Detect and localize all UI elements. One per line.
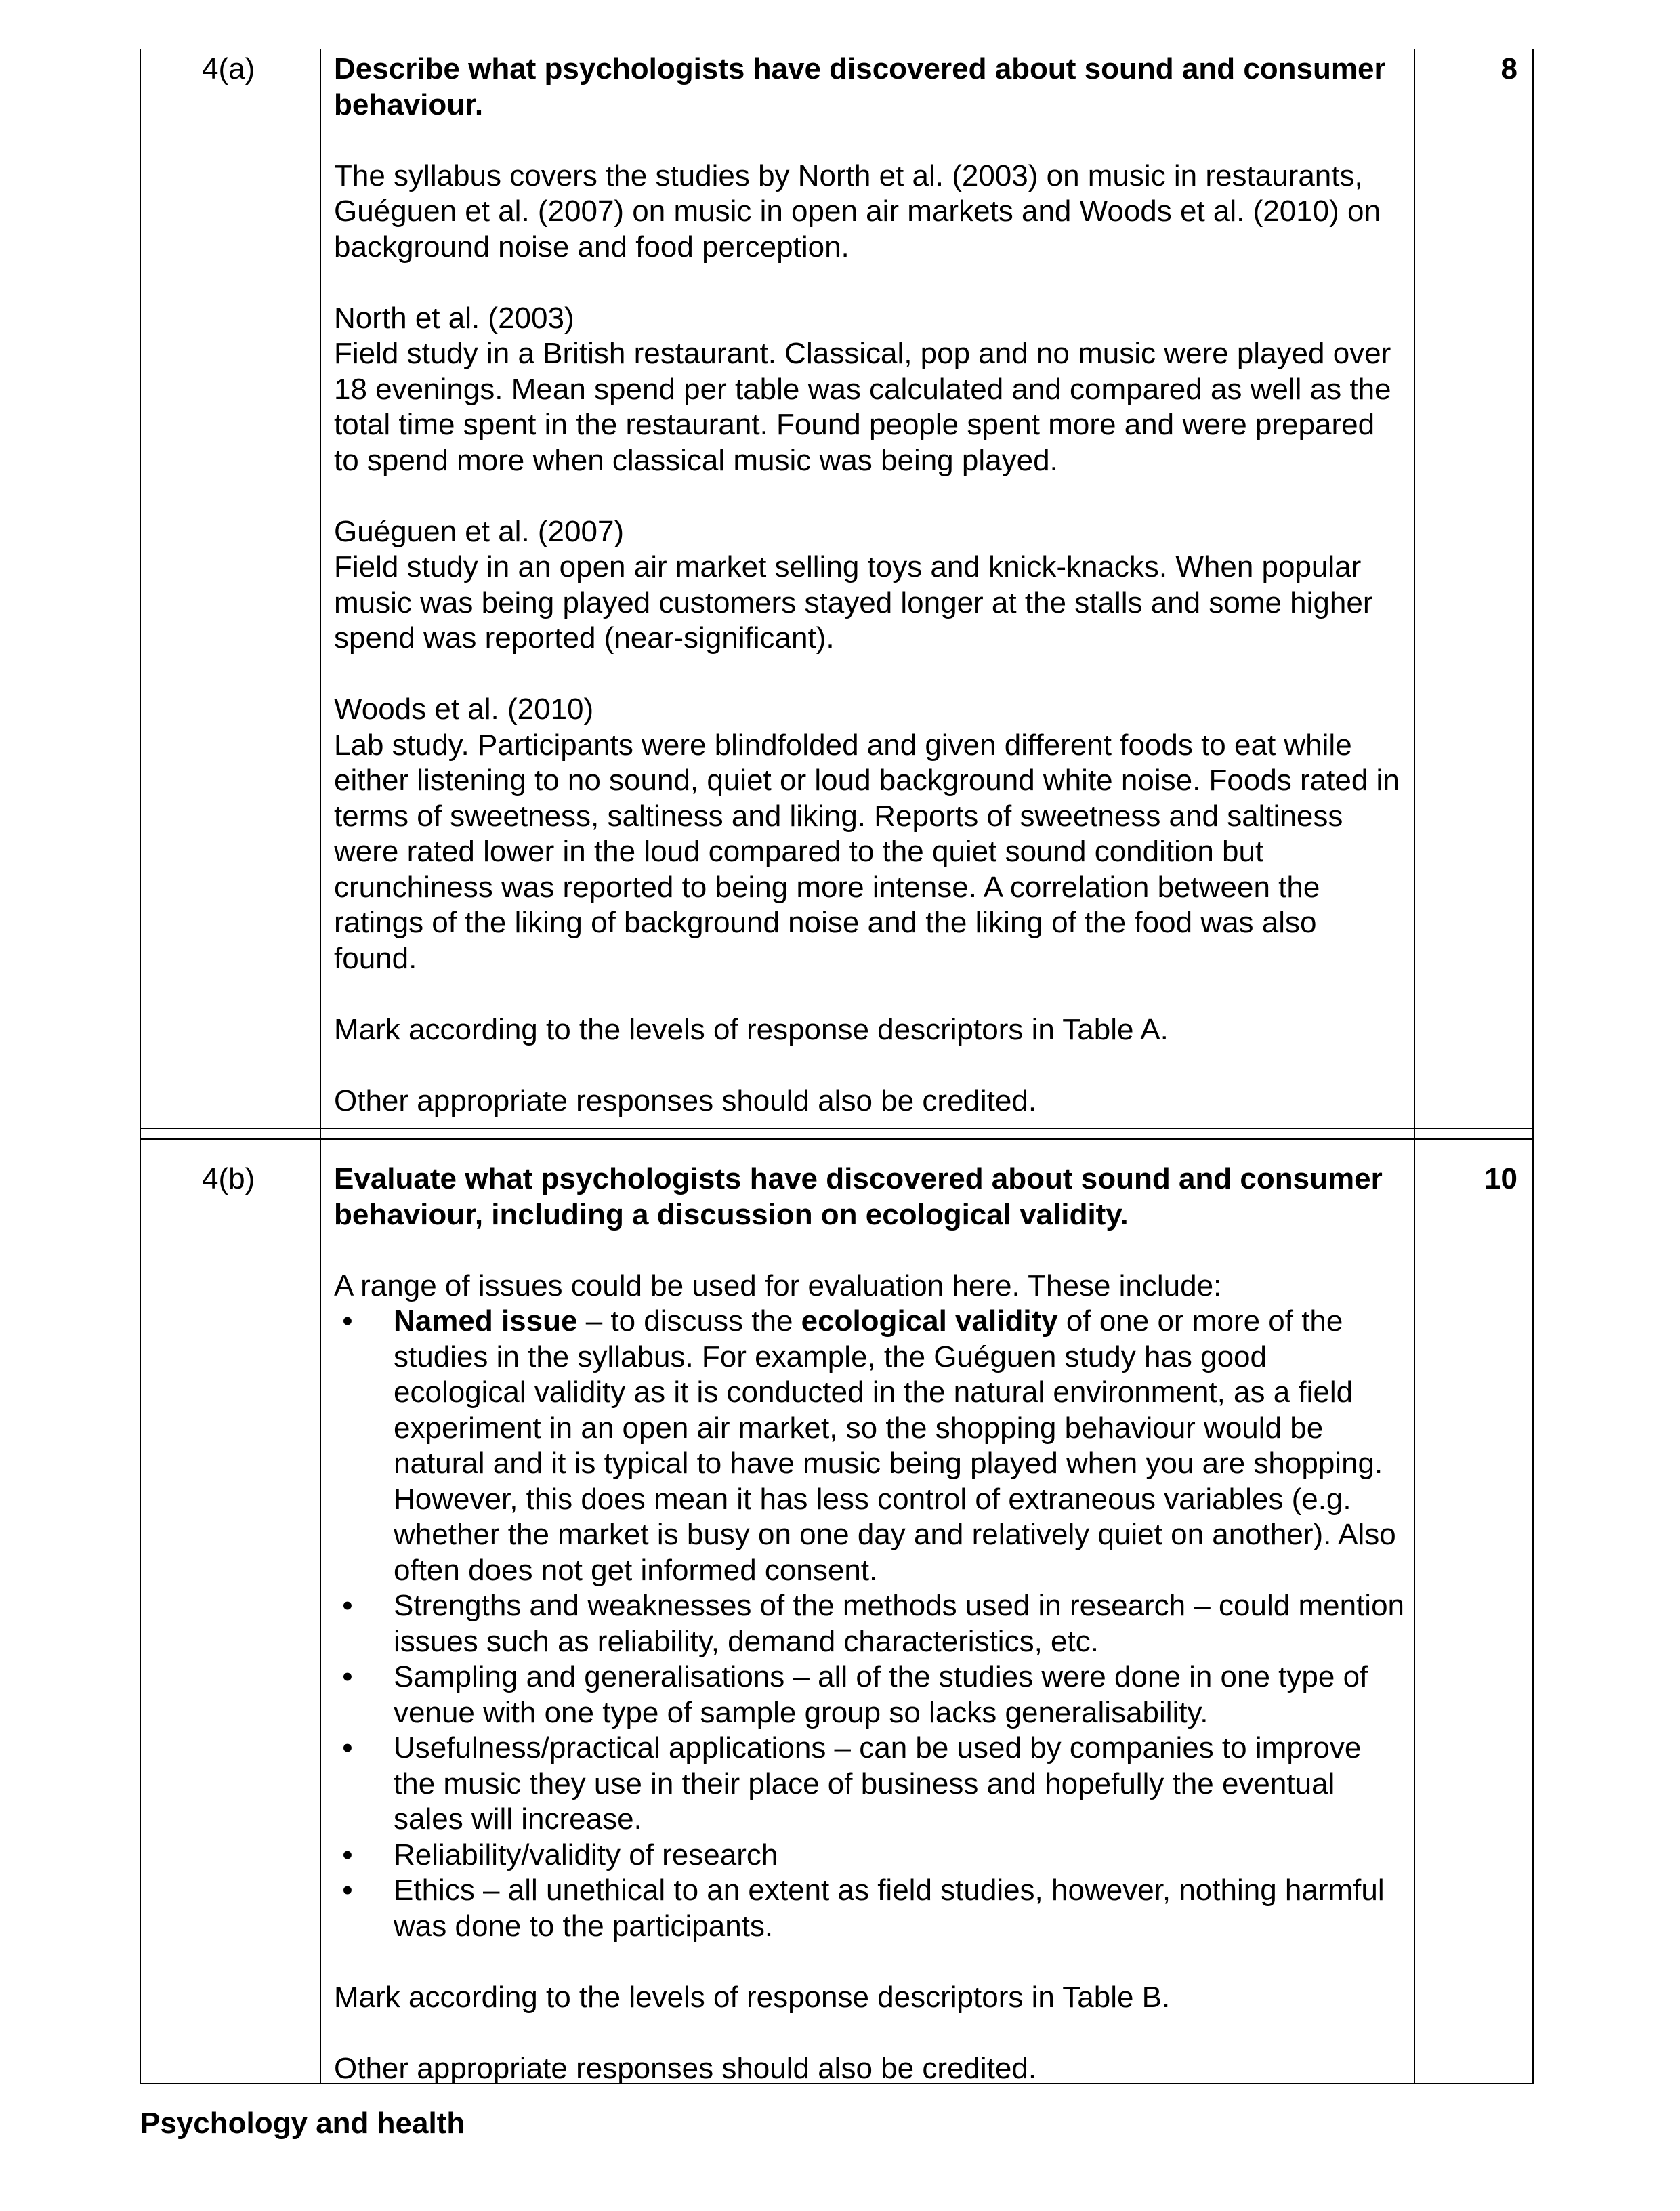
question-number-4a: 4(a) (202, 52, 255, 85)
list-item-text: Strengths and weaknesses of the methods used in research – could mention issues such as reliability, demand characteristics, etc. (394, 1589, 1405, 1658)
bullet-icon: • (342, 1589, 353, 1622)
evaluation-intro: A range of issues could be used for evaluation here. These include: (334, 1268, 1222, 1302)
list-item (334, 1659, 1404, 1731)
named-issue-text-2: of one or more of the studies in the syllabus. For example, the Guéguen study has good ecological validity as it is conducted in the natural environment, as a field experiment in an open air market, so the shopping behaviour would be natural and it is typical to have music being played when you are shopping. However, this does mean it has less control of extraneous variables (e.g. whether the market is busy on one day and relatively quiet on another). Also often does not get informed consent. (394, 1304, 1396, 1587)
answer-4a (334, 51, 1404, 1119)
bullet-icon: • (342, 1731, 353, 1764)
study-text-north: Field study in a British restaurant. Classical, pop and no music were played over 18 evenings. Mean spend per table was calculated and compared as well as the total time spent in the restaurant. Found people spent more and were prepared to spend more when classical music was being played. (334, 337, 1391, 477)
section-heading: Psychology and health (140, 2107, 465, 2140)
bullet-icon: • (342, 1660, 353, 1693)
question-4b-text: Evaluate what psychologists have discovered about sound and consumer behaviour, including a discussion on ecological validity. (334, 1162, 1383, 1231)
answer-4b (334, 1161, 1404, 2086)
list-item (334, 1588, 1404, 1659)
list-item-text: Ethics – all unethical to an extent as field studies, however, nothing harmful was done to the participants. (394, 1874, 1385, 1943)
study-text-gueguen: Field study in an open air market selling toys and knick-knacks. When popular music was being played customers stayed longer at the stalls and some higher spend was reported (near-significant). (334, 550, 1373, 655)
table-divider-number (320, 49, 321, 2084)
list-item-text: Sampling and generalisations – all of the studies were done in one type of venue with one type of sample group so lacks generalisability. (394, 1660, 1368, 1729)
bullet-icon: • (342, 1874, 353, 1907)
named-issue-label: Named issue (394, 1304, 578, 1338)
table-divider-marks (1414, 49, 1415, 2084)
marks-4a: 8 (1500, 52, 1517, 85)
evaluation-issue-list (334, 1304, 1404, 1944)
list-item-text: Reliability/validity of research (394, 1838, 778, 1872)
table-border-right (1532, 49, 1534, 2084)
list-item (334, 1731, 1404, 1838)
named-issue-text-1: – to discuss the (577, 1304, 801, 1338)
study-text-woods: Lab study. Participants were blindfolded and given different foods to eat while either listening to no sound, quiet or loud background white noise. Foods rated in terms of sweetness, saltiness and liking. Reports of sweetness and saltiness were rated lower in the loud compared to the quiet sound condition but crunchiness was reported to being more intense. A correlation between the ratings of the liking of background noise and the liking of the food was also found. (334, 728, 1400, 975)
row-separator-bottom (140, 1138, 1534, 1140)
table-border-left (140, 49, 141, 2084)
bullet-icon: • (342, 1304, 353, 1338)
row-separator-top (140, 1128, 1534, 1129)
list-item-named-issue (334, 1304, 1404, 1588)
syllabus-intro: The syllabus covers the studies by North et al. (2003) on music in restaurants, Guéguen et al. (2007) on music in open air markets and Woods et al. (2010) on background noise and food perception. (334, 159, 1381, 264)
marks-4b: 10 (1484, 1162, 1517, 1195)
bullet-icon: • (342, 1838, 353, 1872)
list-item (334, 1873, 1404, 1944)
study-title-north: North et al. (2003) (334, 301, 574, 335)
study-title-woods: Woods et al. (2010) (334, 693, 594, 726)
study-title-gueguen: Guéguen et al. (2007) (334, 514, 625, 548)
question-4a-text: Describe what psychologists have discovered about sound and consumer behaviour. (334, 52, 1386, 121)
list-item (334, 1838, 1404, 1874)
named-issue-bold: ecological validity (801, 1304, 1058, 1338)
mark-note-4b: Mark according to the levels of response descriptors in Table B. (334, 1980, 1171, 2014)
list-item-text: Usefulness/practical applications – can be used by companies to improve the music they use in their place of business and hopefully the eventual sales will increase. (394, 1731, 1362, 1836)
credit-note-4a: Other appropriate responses should also be credited. (334, 1083, 1037, 1117)
mark-note-4a: Mark according to the levels of response descriptors in Table A. (334, 1012, 1169, 1046)
question-number-4b: 4(b) (202, 1162, 255, 1195)
credit-note-4b: Other appropriate responses should also be credited. (334, 2051, 1037, 2085)
